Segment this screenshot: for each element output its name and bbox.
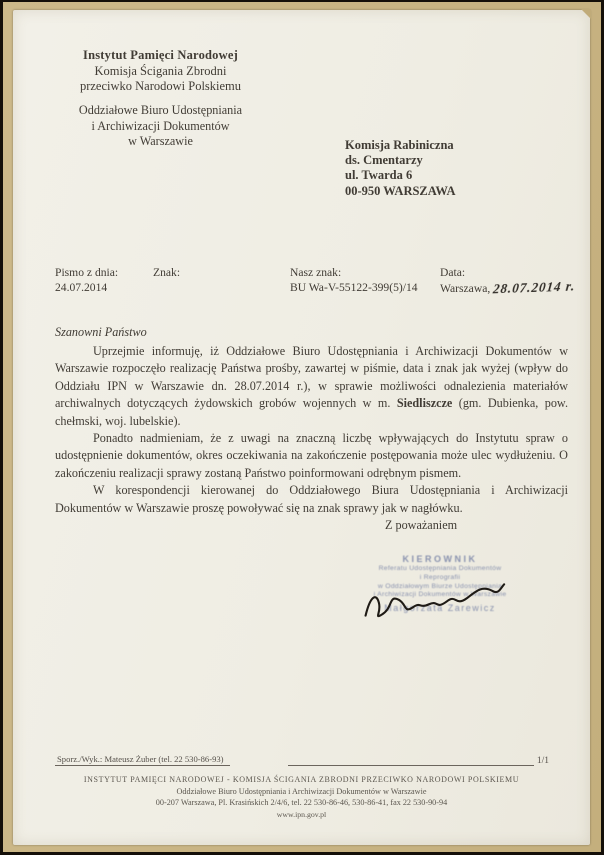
recipient-line: ds. Cmentarzy	[345, 153, 423, 168]
letter-body	[55, 343, 568, 517]
footer-address-line: 00-207 Warszawa, Pl. Krasińskich 2/4/6, tel. 22 530-86-46, 530-86-41, fax 22 530-90-94	[155, 798, 448, 807]
org-name: Instytut Pamięci Narodowej	[83, 48, 238, 62]
page-number: 1/1	[536, 756, 549, 766]
org-line: Komisja Ścigania Zbrodni	[94, 63, 227, 78]
footer-website: www.ipn.gov.pl	[276, 809, 327, 819]
ref-letter-date-value: 24.07.2014	[55, 280, 108, 294]
footer-office-line: Oddziałowe Biuro Udostępniania i Archiwizacji Dokumentów w Warszawie	[176, 786, 427, 796]
footer-org-line: INSTYTUT PAMIĘCI NARODOWEJ - KOMISJA ŚCIGANIA ZBRODNI PRZECIWKO NARODOWI POLSKIEMU	[83, 775, 520, 784]
stamp-signer-name: Małgorzata Zarewicz	[384, 603, 496, 614]
letter-page	[13, 10, 590, 845]
ref-date-city: Warszawa,	[440, 281, 491, 295]
ref-date	[440, 266, 590, 296]
stamp-line: i Reprografii	[419, 573, 461, 581]
office-line: Oddziałowe Biuro Udostępniania	[78, 103, 243, 117]
footer-address-block	[13, 774, 590, 820]
ref-znak	[153, 266, 180, 281]
stamp-line: i Archiwizacji Dokumentów w Warszawie	[373, 591, 507, 599]
handwritten-signature	[358, 578, 510, 628]
signature-scribble	[358, 578, 510, 628]
recipient-line: Komisja Rabiniczna	[345, 138, 454, 152]
paragraph-1-tail: (gm. Dubienka, pow. chełmski, woj. lubelskie).	[55, 396, 568, 428]
sender-org-block	[43, 48, 278, 95]
stamp-line: w Oddziałowym Biurze Udostępniania	[377, 582, 503, 590]
ref-our-ref-label: Nasz znak:	[290, 266, 342, 279]
paragraph-1-text: Uprzejmie informuję, iż Oddziałowe Biuro Udostępniania i Archiwizacji Dokumentów w Warszawie rozpoczęło realizację Państwa prośby, zawartej w piśmie, data i znak jak wyżej (wpływ do Oddziału IPN w Warszawie dn. 28.07.2014 r.), w sprawie możliwości odnalezienia materiałów archiwalnych dotyczących żydowskich grobów wojennych w m.	[55, 344, 568, 411]
closing-phrase: Z poważaniem	[385, 518, 458, 532]
paragraph-3: W korespondencji kierowanej do Oddziałowego Biura Udostępniania i Archiwizacji Dokumentów w Warszawie proszę powoływać się na znak sprawy jak w nagłówku.	[55, 483, 568, 515]
stamp-line: Referatu Udostępniania Dokumentów	[378, 565, 502, 572]
page-corner-fold	[581, 9, 591, 19]
recipient-block	[345, 138, 456, 199]
ref-date-label: Data:	[440, 266, 466, 279]
recipient-line: ul. Twarda 6	[345, 168, 413, 183]
ref-our-ref-value: BU Wa-V-55122-399(5)/14	[290, 280, 418, 294]
ref-our-ref	[290, 266, 418, 295]
salutation: Szanowni Państwo	[55, 325, 147, 339]
handwritten-date: 28.07.2014 r.	[492, 278, 577, 296]
prepared-by-text: Sporz./Wyk.: Mateusz Żuber (tel. 22 530-86-93)	[55, 754, 230, 766]
ref-date-value	[440, 278, 590, 297]
stamp-title: KIEROWNIK	[402, 554, 478, 564]
office-line: i Archiwizacji Dokumentów	[91, 118, 230, 133]
footer-rule	[288, 764, 534, 766]
org-line: przeciwko Narodowi Polskiemu	[79, 79, 242, 93]
ref-znak-label: Znak:	[153, 266, 181, 279]
office-line: w Warszawie	[128, 134, 193, 148]
prepared-by-row	[55, 754, 551, 766]
paragraph-1-bold-place-name: Siedliszcze	[396, 396, 453, 411]
sender-office-block	[43, 103, 278, 150]
ref-letter-date-label: Pismo z dnia:	[55, 266, 119, 279]
paragraph-1	[55, 343, 568, 430]
recipient-line: 00-950 WARSZAWA	[345, 183, 456, 198]
ref-letter-date	[55, 266, 118, 295]
paragraph-2: Ponadto nadmieniam, że z uwagi na znaczną liczbę wpływających do Instytutu spraw o udostępnienie dokumentów, okres oczekiwania na zakończenie postępowania może ulec wydłużeniu. O zakończeniu realizacji sprawy zostaną Państwo poinformowani odrębnym pismem.	[55, 431, 568, 480]
